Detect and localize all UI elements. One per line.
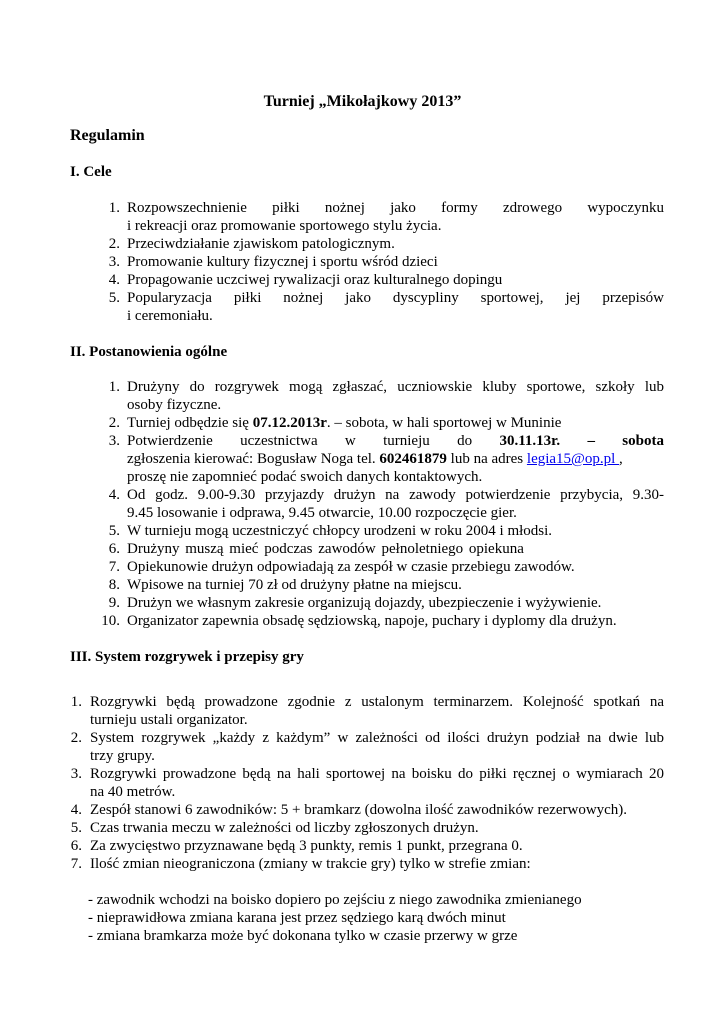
- list-item-text: Za zwycięstwo przyznawane będą 3 punkty, remis 1 punkt, przegrana 0.: [90, 838, 523, 854]
- list-item-text: Wpisowe na turniej 70 zł od drużyny płatne na miejscu.: [127, 577, 462, 593]
- list-item-number: 5.: [70, 820, 82, 836]
- list-item-text: osoby fizyczne.: [127, 397, 222, 413]
- list-item-number: 2.: [108, 415, 120, 431]
- list-item-number: 3.: [70, 766, 82, 782]
- list-item-text: i ceremoniału.: [127, 308, 213, 324]
- list-item-text: proszę nie zapomnieć podać swoich danych kontaktowych.: [127, 469, 483, 485]
- list-item-text: Drużyny muszą mieć podczas zawodów pełnoletniego opiekuna: [127, 541, 524, 557]
- list-item-text: Rozgrywki prowadzone będą na hali sportowej na boisku do piłki ręcznej o wymiarach 20: [90, 766, 664, 782]
- list-item-text: Organizator zapewnia obsadę sędziowską, napoje, puchary i dyplomy dla drużyn.: [127, 613, 617, 629]
- rule-note: - zmiana bramkarza może być dokonana tylko w czasie przerwy w grze: [88, 928, 518, 944]
- list-item-number: 1.: [108, 379, 120, 395]
- list-item-text: System rozgrywek „każdy z każdym” w zależności od ilości drużyn podział na dwie lub: [90, 730, 664, 746]
- section-3-heading: III. System rozgrywek i przepisy gry: [70, 649, 304, 665]
- section-1-heading: I. Cele: [70, 164, 112, 180]
- list-item-number: 3.: [108, 433, 120, 449]
- list-item-text: Opiekunowie drużyn odpowiadają za zespół w czasie przebiegu zawodów.: [127, 559, 575, 575]
- list-item-number: 3.: [108, 254, 120, 270]
- list-item-text: Popularyzacja piłki nożnej jako dyscypliny sportowej, jej przepisów: [127, 290, 664, 306]
- list-item-number: 6.: [70, 838, 82, 854]
- list-item-number: 2.: [108, 236, 120, 252]
- list-item-number: 1.: [70, 694, 82, 710]
- list-item-text: i rekreacji oraz promowanie sportowego stylu życia.: [127, 218, 442, 234]
- list-item-text: Od godz. 9.00-9.30 przyjazdy drużyn na zawody potwierdzenie przybycia, 9.30-: [127, 487, 664, 503]
- list-item-text: 9.45 losowanie i odprawa, 9.45 otwarcie, 10.00 rozpoczęcie gier.: [127, 505, 517, 521]
- list-item-number: 5.: [108, 523, 120, 539]
- rule-note: - nieprawidłowa zmiana karana jest przez sędziego karą dwóch minut: [88, 910, 506, 926]
- list-item-number: 5.: [108, 290, 120, 306]
- list-item-text: zgłoszenia kierować: Bogusław Noga tel. 602461879 lub na adres legia15@op.pl ,: [127, 451, 623, 467]
- list-item-text: trzy grupy.: [90, 748, 155, 764]
- list-item-number: 7.: [108, 559, 120, 575]
- deadline-date: 30.11.13r. – sobota: [499, 433, 664, 449]
- list-item-number: 10.: [101, 613, 120, 629]
- list-item-text: turnieju ustali organizator.: [90, 712, 248, 728]
- list-item-number: 9.: [108, 595, 120, 611]
- list-item-number: 4.: [108, 272, 120, 288]
- list-item-number: 2.: [70, 730, 82, 746]
- email-link[interactable]: legia15@op.pl: [526, 451, 620, 467]
- list-item-text: Promowanie kultury fizycznej i sportu wśród dzieci: [127, 254, 438, 270]
- list-item-text: Potwierdzenie uczestnictwa w turnieju do 30.11.13r. – sobota: [127, 433, 664, 449]
- list-item-number: 4.: [108, 487, 120, 503]
- list-item-number: 7.: [70, 856, 82, 872]
- list-item-text: Rozpowszechnienie piłki nożnej jako formy zdrowego wypoczynku: [127, 200, 664, 216]
- event-date: 07.12.2013r: [252, 415, 327, 431]
- list-item-text: Rozgrywki będą prowadzone zgodnie z ustalonym terminarzem. Kolejność spotkań na: [90, 694, 664, 710]
- regulamin-heading: Regulamin: [70, 127, 145, 144]
- list-item-text: Ilość zmian nieograniczona (zmiany w trakcie gry) tylko w strefie zmian:: [90, 856, 531, 872]
- list-item-text: Drużyn we własnym zakresie organizują dojazdy, ubezpieczenie i wyżywienie.: [127, 595, 602, 611]
- list-item-text: Przeciwdziałanie zjawiskom patologicznym.: [127, 236, 395, 252]
- list-item-number: 6.: [108, 541, 120, 557]
- list-item-text: Drużyny do rozgrywek mogą zgłaszać, uczniowskie kluby sportowe, szkoły lub: [127, 379, 664, 395]
- document-title: Turniej „Mikołajkowy 2013”: [263, 93, 462, 110]
- list-item-text: Propagowanie uczciwej rywalizacji oraz kulturalnego dopingu: [127, 272, 503, 288]
- list-item-text: Czas trwania meczu w zależności od liczby zgłoszonych drużyn.: [90, 820, 479, 836]
- list-item-number: 8.: [108, 577, 120, 593]
- list-item-number: 4.: [70, 802, 82, 818]
- list-item-text: na 40 metrów.: [90, 784, 176, 800]
- list-item-text: W turnieju mogą uczestniczyć chłopcy urodzeni w roku 2004 i młodsi.: [127, 523, 553, 539]
- list-item-text: Zespół stanowi 6 zawodników: 5 + bramkarz (dowolna ilość zawodników rezerwowych).: [90, 802, 628, 818]
- phone-number: 602461879: [379, 451, 447, 467]
- list-item-text: Turniej odbędzie się 07.12.2013r. – sobota, w hali sportowej w Muninie: [127, 415, 562, 431]
- section-2-heading: II. Postanowienia ogólne: [70, 344, 228, 360]
- rule-note: - zawodnik wchodzi na boisko dopiero po zejściu z niego zawodnika zmienianego: [88, 892, 582, 908]
- list-item-number: 1.: [108, 200, 120, 216]
